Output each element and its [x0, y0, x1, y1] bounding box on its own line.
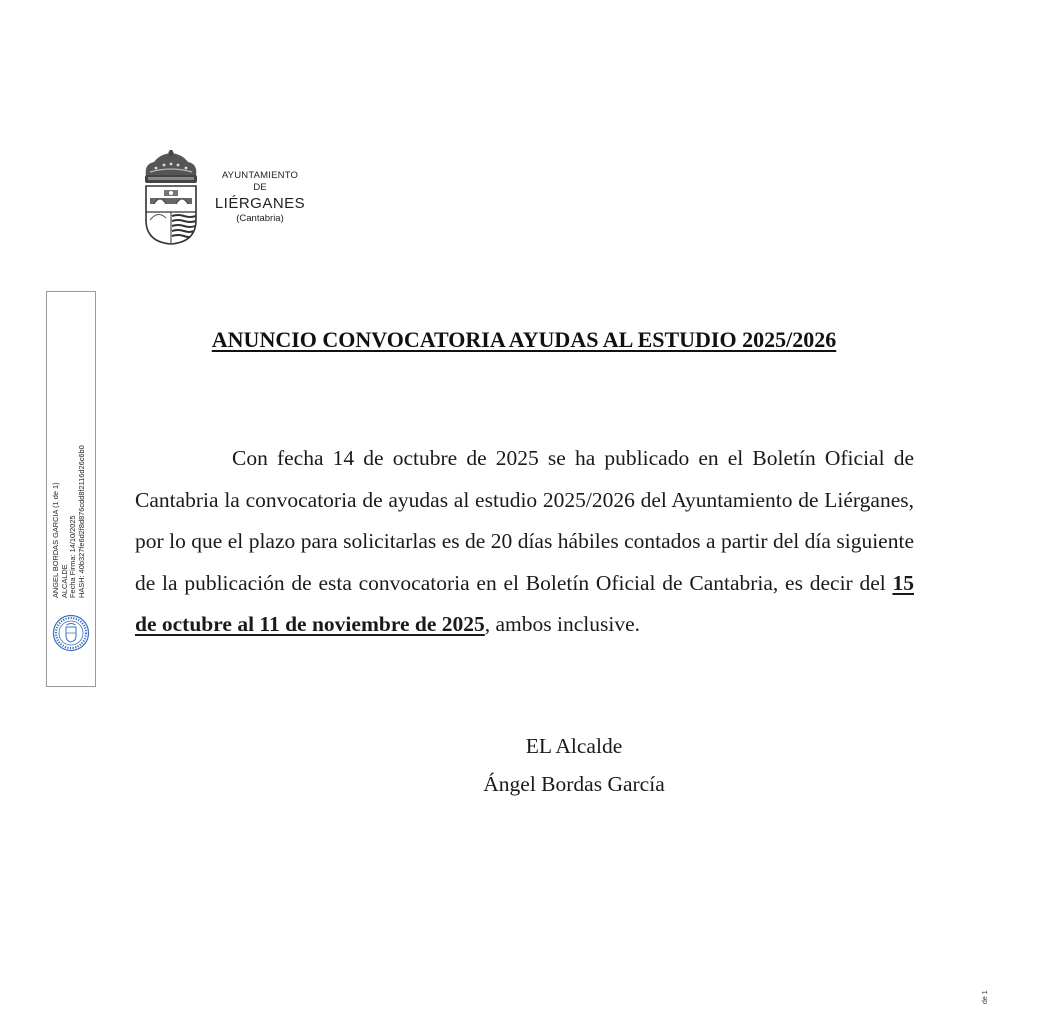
- org-line-1: AYUNTAMIENTO: [221, 170, 299, 181]
- signer-name: ANGEL BORDAS GARCIA (1 de 1): [51, 482, 60, 598]
- body-text-part-2: , ambos inclusive.: [484, 612, 641, 637]
- signer-role: ALCALDE: [59, 564, 69, 598]
- org-line-3: LIÉRGANES: [214, 195, 306, 212]
- page-number: de 1: [982, 990, 989, 1004]
- signature-role: EL Alcalde: [525, 734, 623, 758]
- document-body: [135, 438, 914, 646]
- org-line-4: (Cantabria): [236, 213, 284, 224]
- coat-of-arms-icon: [140, 150, 202, 246]
- document-title: ANUNCIO CONVOCATORIA AYUDAS AL ESTUDIO 2025/2026: [211, 327, 837, 352]
- signature-hash: HASH: 40b327fe6d2f8d876cdd8f2116d26c6b0: [76, 445, 86, 598]
- deadline-dates: 15 de octubre al 11 de noviembre de 2025: [135, 570, 914, 637]
- body-text-part-1: Con fecha 14 de octubre de 2025 se ha publicado en el Boletín Oficial de Cantabria la convocatoria de ayudas al estudio 2025/2026 del Ayuntamiento de Liérganes, por lo que el plazo para solicitarlas es de 20 días hábiles contados a partir del día siguiente de la publicación de esta convocatoria en el Boletín Oficial de Cantabria, es decir del: [135, 446, 914, 595]
- organization-name: [205, 170, 315, 225]
- signature-block: [460, 727, 688, 803]
- org-line-2: DE: [253, 182, 267, 193]
- municipal-seal-icon: [52, 614, 90, 652]
- signature-date: Fecha Firma: 14/10/2025: [68, 515, 78, 598]
- signature-name: Ángel Bordas García: [483, 772, 665, 796]
- signature-details: [52, 338, 92, 598]
